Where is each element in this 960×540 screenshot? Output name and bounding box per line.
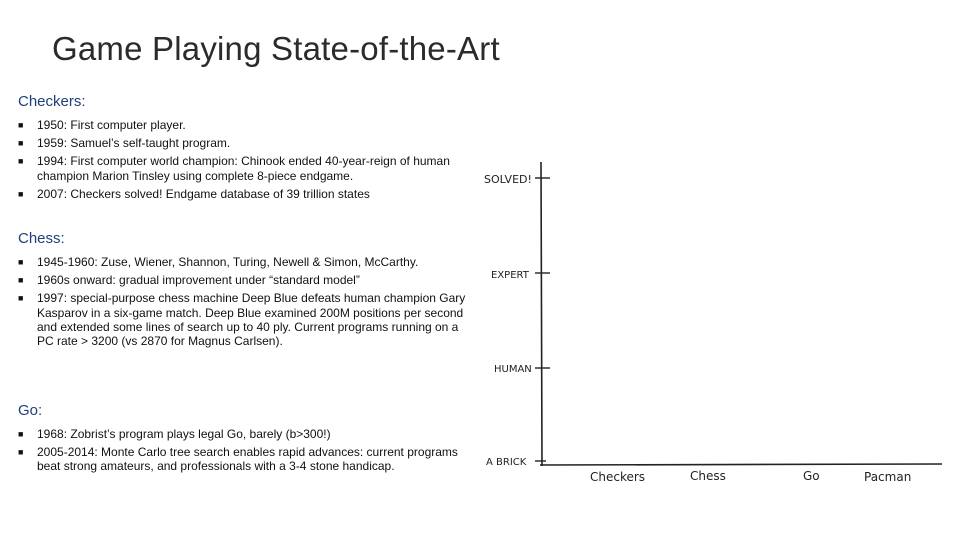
y-axis-line [541, 162, 542, 466]
y-level-label: A BRICK [486, 457, 527, 468]
bullet-square-icon: ■ [18, 120, 24, 130]
bullet-text: 1960s onward: gradual improvement under “standard model” [37, 273, 360, 288]
y-level-label: HUMAN [494, 364, 532, 375]
y-level-label: SOLVED! [484, 173, 532, 186]
section-heading: Chess: [18, 230, 65, 247]
bullet-text: 1968: Zobrist’s program plays legal Go, barely (b>300!) [37, 427, 331, 441]
bullet-square-icon: ■ [18, 257, 24, 267]
slide-title: Game Playing State-of-the-Art [52, 30, 500, 67]
section-checkers [18, 93, 468, 205]
bullet-item [18, 291, 468, 348]
bullet-square-icon: ■ [18, 293, 24, 304]
bullet-item [18, 273, 468, 287]
bullet-square-icon: ■ [18, 156, 24, 167]
bullet-square-icon: ■ [18, 429, 24, 439]
x-game-label: Checkers [590, 470, 646, 484]
bullet-item [18, 445, 468, 473]
bullet-list [18, 427, 468, 474]
bullet-item [18, 255, 468, 269]
bullet-text: 1945-1960: Zuse, Wiener, Shannon, Turing, Newell & Simon, McCarthy. [37, 255, 419, 269]
bullet-text: 1950: First computer player. [37, 118, 186, 132]
bullet-item [18, 118, 468, 132]
bullet-item [18, 187, 468, 201]
bullet-list [18, 118, 468, 201]
bullet-item [18, 427, 468, 441]
x-game-label: Chess [690, 469, 726, 483]
x-game-label: Pacman [864, 470, 912, 484]
bullet-text: 2005-2014: Monte Carlo tree search enables rapid advances: current programs beat strong amateurs, and professionals with a 3-4 stone handicap. [37, 445, 458, 474]
section-chess [18, 230, 468, 352]
bullet-square-icon: ■ [18, 188, 24, 199]
bullet-text: 2007: Checkers solved! Endgame database of 39 trillion states [37, 186, 370, 201]
bullet-square-icon: ■ [18, 138, 24, 149]
bullet-text: 1997: special-purpose chess machine Deep Blue defeats human champion Gary Kasparov in a six-game match. Deep Blue examined 200M positions per second and extended some lines of search up to 40 ply. Current programs running on a PC rate > 3200 (vs 2870 for Magnus Carlsen). [37, 291, 466, 349]
hand-drawn-game-axes [478, 150, 948, 490]
bullet-item [18, 154, 468, 182]
section-heading: Checkers: [18, 93, 86, 110]
bullet-list [18, 255, 468, 348]
section-go [18, 402, 468, 478]
bullet-item [18, 136, 468, 150]
x-axis-line [540, 464, 942, 465]
bullet-text: 1994: First computer world champion: Chinook ended 40-year-reign of human champion Marion Tinsley using complete 8-piece endgame. [37, 154, 450, 183]
bullet-text: 1959: Samuel’s self-taught program. [37, 136, 231, 151]
x-game-label: Go [803, 469, 820, 483]
bullet-square-icon: ■ [18, 275, 24, 286]
bullet-square-icon: ■ [18, 447, 24, 458]
y-level-label: EXPERT [491, 270, 529, 281]
section-heading: Go: [18, 402, 43, 419]
